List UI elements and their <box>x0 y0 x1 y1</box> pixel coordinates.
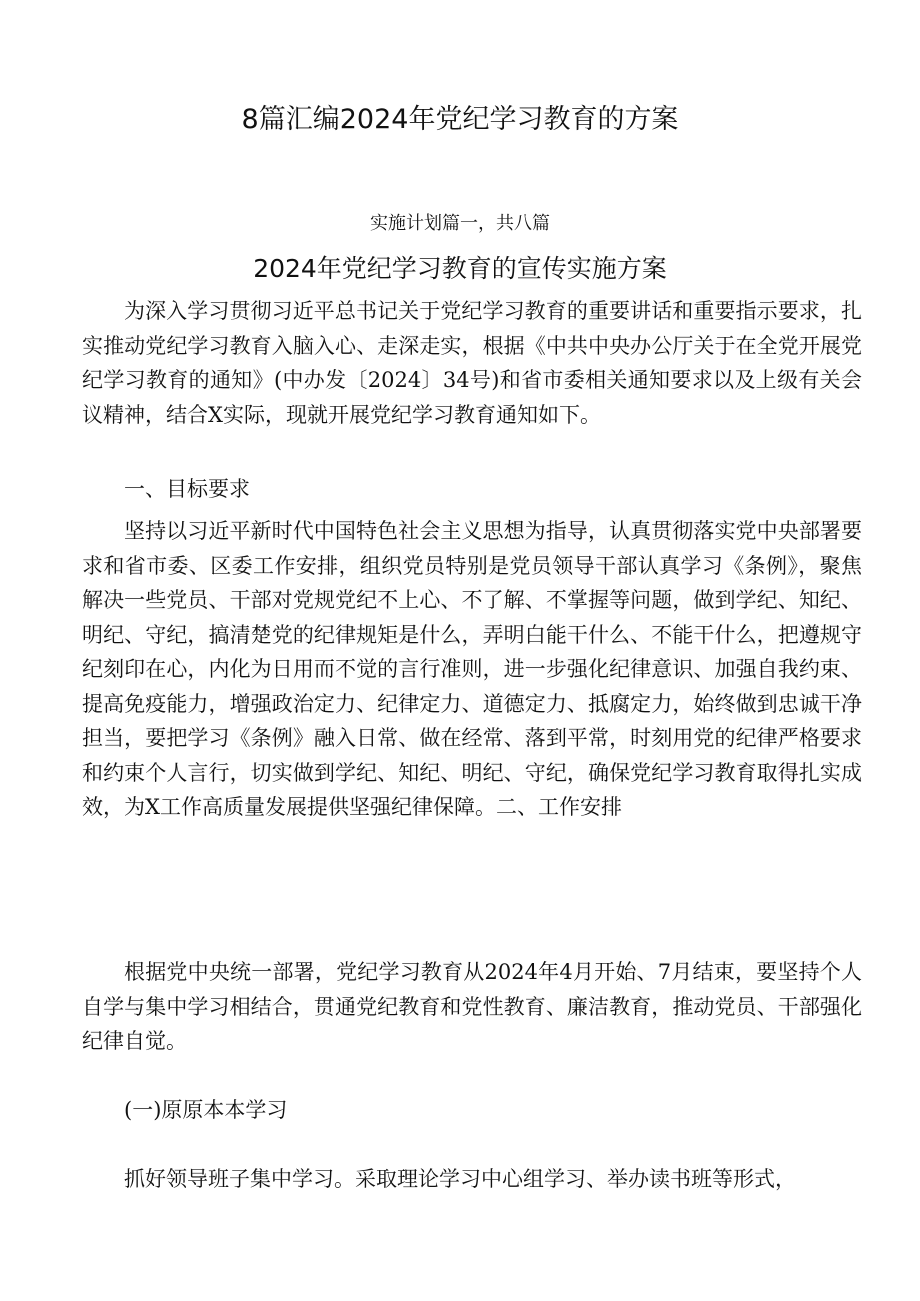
section-title: 2024年党纪学习教育的宣传实施方案 <box>253 254 667 283</box>
intro-paragraph: 为深入学习贯彻习近平总书记关于党纪学习教育的重要讲话和重要指示要求，扎实推动党纪学习教育入脑入心、走深走实，根据《中共中央办公厅关于在全党开展党纪学习教育的通知》(中办发〔2024〕34号)和省市委相关通知要求以及上级有关会议精神，结合X实际，现就开展党纪学习教育通知如下。 <box>82 299 862 427</box>
document-title: 8篇汇编2024年党纪学习教育的方案 <box>241 104 679 135</box>
section-label: 实施计划篇一，共八篇 <box>370 213 550 234</box>
heading-study: (一)原原本本学习 <box>124 1098 288 1122</box>
study-paragraph: 抓好领导班子集中学习。采取理论学习中心组学习、举办读书班等形式， <box>124 1167 796 1191</box>
goal-paragraph: 坚持以习近平新时代中国特色社会主义思想为指导，认真贯彻落实党中央部署要求和省市委、区委工作安排，组织党员特别是党员领导干部认真学习《条例》，聚焦解决一些党员、干部对党规党纪不上心、不了解、不掌握等问题，做到学纪、知纪、明纪、守纪，搞清楚党的纪律规矩是什么，弄明白能干什么、不能干什么，把遵规守纪刻印在心，内化为日用而不觉的言行准则，进一步强化纪律意识、加强自我约束、提高免疫能力，增强政治定力、纪律定力、道德定力、抵腐定力，始终做到忠诚干净担当，要把学习《条例》融入日常、做在经常、落到平常，时刻用党的纪律严格要求和约束个人言行，切实做到学纪、知纪、明纪、守纪，确保党纪学习教育取得扎实成效，为X工作高质量发展提供坚强纪律保障。二、工作安排 <box>82 519 862 819</box>
arrangement-paragraph: 根据党中央统一部署，党纪学习教育从2024年4月开始、7月结束，要坚持个人自学与集中学习相结合，贯通党纪教育和党性教育、廉洁教育，推动党员、干部强化纪律自觉。 <box>82 960 862 1053</box>
heading-goal: 一、目标要求 <box>124 477 250 501</box>
